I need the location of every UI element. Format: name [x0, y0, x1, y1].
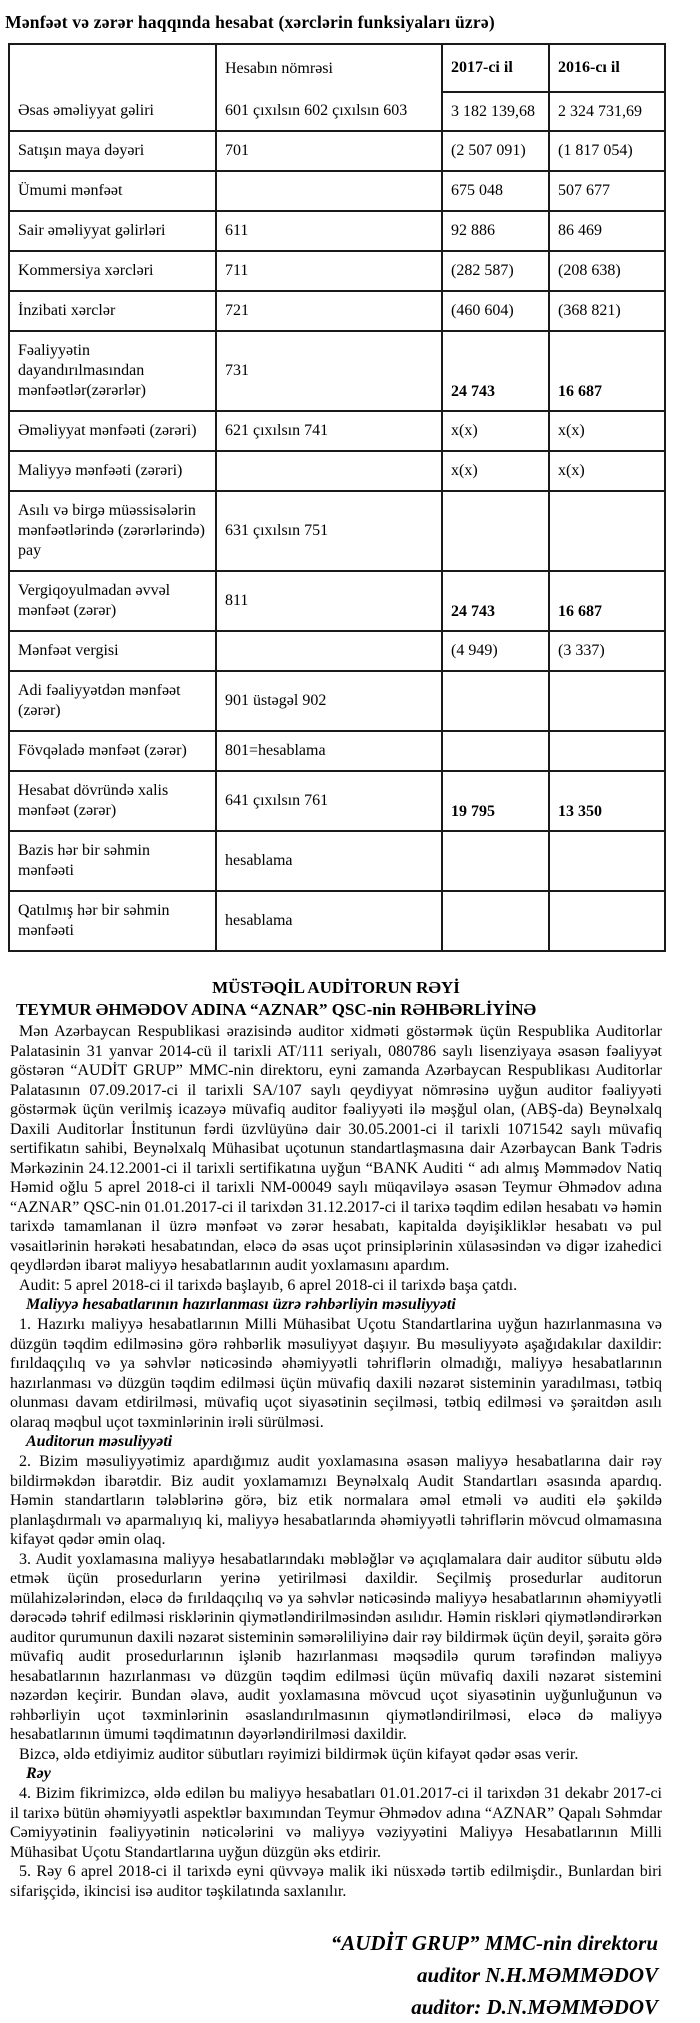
row-value-2016: 16 687 [549, 571, 665, 631]
table-row [9, 92, 665, 131]
report-paragraph: 1. Hazırkı maliyyə hesabatlarının Milli Mühasibat Uçotu Standartlarina uyğun hazırlanmasına və düzgün təqdim edilməsinə görə rəhbərlik məsuliyyət daşıyır. Bu məsuliyyətə aşağıdakılar daxildir: fırıldaqçılıq və ya səhvlər nəticəsində əhəmiyyətli təhriflərin olmadığı, maliyyə hesabatlarının hazırlanması və düzgün təqdim edilməsi üçün müvafiq daxili nəzarət sisteminin yaradılması, tətbiq olunması davam etdirilməsi, müvafiq uçot siyasətinin seçilməsi, tətbiq edilməsi və şəraitdən asılı olaraq məqbul uçot təxminlərinin irəli sürülməsi. [10, 1316, 662, 1431]
row-value-2017: (4 949) [442, 631, 549, 671]
row-value-2017: x(x) [442, 451, 549, 491]
table-row [9, 411, 665, 451]
row-account-number: 611 [216, 211, 442, 251]
row-value-2017: (460 604) [442, 291, 549, 331]
row-value-2017: (2 507 091) [442, 131, 549, 171]
row-value-2017: (282 587) [442, 251, 549, 291]
row-label: Fəaliyyətin dayandırılmasından mənfəətlər(zərərlər) [9, 331, 216, 411]
row-account-number: 601 çıxılsın 602 çıxılsın 603 [216, 92, 442, 131]
row-account-number: 901 üstəgəl 902 [216, 671, 442, 731]
table-row [9, 251, 665, 291]
row-account-number: 641 çıxılsın 761 [216, 771, 442, 831]
row-value-2017 [442, 731, 549, 771]
row-label: Bazis hər bir səhmin mənfəəti [9, 831, 216, 891]
row-value-2016: 2 324 731,69 [549, 92, 665, 131]
row-account-number: hesablama [216, 831, 442, 891]
row-account-number: 711 [216, 251, 442, 291]
table-header-row [9, 44, 665, 92]
row-value-2017: 3 182 139,68 [442, 92, 549, 131]
row-account-number: 621 çıxılsın 741 [216, 411, 442, 451]
row-value-2016: 16 687 [549, 331, 665, 411]
row-value-2016: (368 821) [549, 291, 665, 331]
table-row [9, 291, 665, 331]
row-value-2017 [442, 671, 549, 731]
row-value-2017 [442, 831, 549, 891]
row-account-number: hesablama [216, 891, 442, 951]
signature-line: auditor N.H.MƏMMƏDOV [417, 1963, 658, 1987]
table-row [9, 631, 665, 671]
row-value-2016: 13 350 [549, 771, 665, 831]
page-title: Mənfəət və zərər haqqında hesabat (xərclərin funksiyaları üzrə) [5, 12, 495, 32]
header-account-number: Hesabın nömrəsi [216, 44, 442, 92]
row-label: Satışın maya dəyəri [9, 131, 216, 171]
report-subheading: Auditorun məsuliyyəti [26, 1433, 173, 1450]
row-value-2016 [549, 671, 665, 731]
row-label: Kommersiya xərcləri [9, 251, 216, 291]
row-label: Asılı və birgə müəssisələrin mənfəətlərində (zərərlərində) pay [9, 491, 216, 571]
table-row [9, 491, 665, 571]
table-row [9, 171, 665, 211]
row-value-2016 [549, 891, 665, 951]
auditor-report-section [0, 978, 700, 1901]
header-empty [9, 44, 216, 92]
row-label: Sair əməliyyat gəlirləri [9, 211, 216, 251]
report-addressee-heading: TEYMUR ƏHMƏDOV ADINA “AZNAR” QSC-nin RƏHBƏRLİYİNƏ [16, 1000, 537, 1019]
report-paragraph: 3. Audit yoxlamasına maliyyə hesabatlarındakı məbləğlər və açıqlamalara dair auditor sübutu əldə etmək üçün prosedurların yerinə yetirilməsi daxildir. Seçilmiş prosedurlar auditorun mülahizələrindən, eləcə də fırıldaqçılıq və ya səhvlər nəticəsində maliyyə hesabatlarının əhəmiyyətli dərəcədə təhrif edilməsi risklərinin qiymətləndirilməsindən asılıdır. Həmin riskləri qiymətləndirərkən auditor qurumunun daxili nəzarət sisteminin səmərəliliyinə dair rəy bildirmək üçün deyil, şəraitə görə müvafiq audit prosedurlarının işlənib hazırlanması məqsədilə qurum tərəfindən maliyyə hesabatlarının hazırlanması və düzgün təqdim edilməsi üçün müvafiq daxili nəzarət sistemini nəzərdən keçirir. Bundan əlavə, audit yoxlamasına mövcud uçot siyasətinin uyğunluğunun və rəhbərliyin uçot təxminlərinin əsaslandırılmasının qiymətləndirilməsi, eləcə də maliyyə hesabatlarının ümumi təqdimatının dəyərləndirilməsi daxildir. [10, 1550, 662, 1743]
row-account-number [216, 631, 442, 671]
signature-line: auditor: D.N.MƏMMƏDOV [411, 1995, 658, 2019]
row-account-number [216, 171, 442, 211]
table-row [9, 891, 665, 951]
row-value-2016: (208 638) [549, 251, 665, 291]
table-row [9, 671, 665, 731]
row-label: Maliyyə mənfəəti (zərəri) [9, 451, 216, 491]
table-row [9, 131, 665, 171]
table-row [9, 331, 665, 411]
header-year-2016: 2016-cı il [549, 44, 665, 92]
row-label: İnzibati xərclər [9, 291, 216, 331]
row-label: Ümumi mənfəət [9, 171, 216, 211]
row-label: Mənfəət vergisi [9, 631, 216, 671]
row-value-2016 [549, 831, 665, 891]
report-paragraph: Mən Azərbaycan Respublikasi ərazisində auditor xidməti göstərmək üçün Respublika Auditorlar Palatasinin 31 yanvar 2014-cü il tarixli AT/111 seriyalı, 080786 saylı lisenziyaya əsasən fəaliyyət göstərən “AUDİT GRUP” MMC-nin direktoru, eyni zamanda Azərbaycan Respublikası Auditorlar Palatasının 07.09.2017-ci il tarixli SA/107 saylı qeydiyyat nömrəsinə uyğun auditor fəaliyyəti göstərmək üçün verilmiş icazəyə müvafiq auditor fəaliyyəti ilə məşğul olan, (ABŞ-da) Beynəlxalq Daxili Auditorlar İnstitunun fərdi üzvlüyünə dair 30.05.2001-ci il tarixli 1071542 saylı müvafiq sertifikatın sahibi, Beynəlxalq Mühasibat uçotunun standartlaşmasına dair Azərbaycan Bank Tədris Mərkəzinin 24.12.2001-ci il tarixli sertifikatına uyğun “BANK Auditi “ adı almış Məmmədov Natiq Həmid oğlu 5 aprel 2018-ci il tarixli NM-00049 saylı müqaviləyə əsasən Teymur Əhmədov adına “AZNAR” QSC-nin 01.01.2017-ci il tarixdən 31.12.2017-ci il tarixə təqdim edilən hesabatı və həmin tarixdə tamamlanan il üzrə mənfəət və zərər hesabatı, kapitalda dəyişikliklər hesabatı və pul vəsaitlərinin hərəkəti hesabatından, eləcə də əsas uçot prinsiplərinin xülasəsindən və digər izahedici qeydlərdən ibarət maliyyə hesabatlarının audit yoxlamasını apardım. [10, 1023, 662, 1274]
report-paragraph: 2. Bizim məsuliyyətimiz apardığımız audit yoxlamasına əsasən maliyyə hesabatlarına dair rəy bildirməkdən ibarətdir. Biz audit yoxlamamızı Beynəlxalq Audit Standartları əsasında apardıq. Həmin standartların tələblərinə görə, biz etik normalara əməl etməli və auditi elə şəkildə planlaşdırmalı və aparmalıyıq ki, maliyyə hesabatlarında əhəmiyyətli təhriflərin mövcud olmamasına kifayət qədər əmin olaq. [10, 1453, 662, 1548]
row-value-2017: 24 743 [442, 571, 549, 631]
table-row [9, 451, 665, 491]
table-row [9, 731, 665, 771]
row-label: Əməliyyat mənfəəti (zərəri) [9, 411, 216, 451]
report-subheading: Rəy [26, 1765, 51, 1782]
row-label: Fövqəladə mənfəət (zərər) [9, 731, 216, 771]
row-value-2017: 92 886 [442, 211, 549, 251]
row-account-number: 811 [216, 571, 442, 631]
report-paragraph: Audit: 5 aprel 2018-ci il tarixdə başlayıb, 6 aprel 2018-ci il tarixdə başa çatdı. [19, 1276, 518, 1294]
row-account-number: 731 [216, 331, 442, 411]
row-account-number: 631 çıxılsın 751 [216, 491, 442, 571]
row-account-number: 701 [216, 131, 442, 171]
row-label: Hesabat dövründə xalis mənfəət (zərər) [9, 771, 216, 831]
row-value-2016: 86 469 [549, 211, 665, 251]
row-value-2017 [442, 891, 549, 951]
profit-loss-table [8, 43, 666, 952]
row-value-2016 [549, 491, 665, 571]
row-value-2017: 19 795 [442, 771, 549, 831]
row-value-2017: x(x) [442, 411, 549, 451]
report-paragraph: Bizcə, əldə etdiyimiz auditor sübutları rəyimizi bildirmək üçün kifayət qədər əsas verir. [19, 1745, 579, 1763]
table-row [9, 571, 665, 631]
row-value-2016: 507 677 [549, 171, 665, 211]
row-label: Qatılmış hər bir səhmin mənfəəti [9, 891, 216, 951]
table-row [9, 831, 665, 891]
row-label: Əsas əməliyyat gəliri [9, 92, 216, 131]
row-value-2016 [549, 731, 665, 771]
report-paragraph: 5. Rəy 6 aprel 2018-ci il tarixdə eyni qüvvəyə malik iki nüsxədə tərtib edilmişdir., Bunlardan biri sifarişçidə, ikincisi isə auditor təşkilatında saxlanılır. [10, 1863, 662, 1900]
report-heading: MÜSTƏQİL AUDİTORUN RƏYİ [212, 978, 460, 997]
row-value-2017: 675 048 [442, 171, 549, 211]
row-account-number: 801=hesablama [216, 731, 442, 771]
row-value-2017: 24 743 [442, 331, 549, 411]
header-year-2017: 2017-ci il [442, 44, 549, 92]
table-row [9, 771, 665, 831]
signature-block [0, 1927, 700, 2023]
signature-line: “AUDİT GRUP” MMC-nin direktoru [330, 1931, 658, 1955]
row-value-2016: x(x) [549, 451, 665, 491]
table-row [9, 211, 665, 251]
row-value-2016: x(x) [549, 411, 665, 451]
row-account-number: 721 [216, 291, 442, 331]
row-value-2016: (3 337) [549, 631, 665, 671]
row-account-number [216, 451, 442, 491]
row-value-2017 [442, 491, 549, 571]
row-value-2016: (1 817 054) [549, 131, 665, 171]
report-subheading: Maliyyə hesabatlarının hazırlanması üzrə rəhbərliyin məsuliyyəti [26, 1296, 456, 1313]
report-paragraph: 4. Bizim fikrimizcə, əldə edilən bu maliyyə hesabatları 01.01.2017-ci il tarixdən 31 dekabr 2017-ci il tarixə bütün əhəmiyyətli aspektlər baxımından Teymur Əhmədov adına “AZNAR” Qapalı Səhmdar Cəmiyyətinin fəaliyyətinin nəticələrini və maliyyə vəziyyətini Maliyyə Hesabatlarının Milli Mühasibat Uçotu Standartlarına uyğun düzgün əks etdirir. [10, 1785, 662, 1861]
row-label: Adi fəaliyyətdən mənfəət (zərər) [9, 671, 216, 731]
report-body [10, 1022, 662, 1901]
row-label: Vergiqoyulmadan əvvəl mənfəət (zərər) [9, 571, 216, 631]
